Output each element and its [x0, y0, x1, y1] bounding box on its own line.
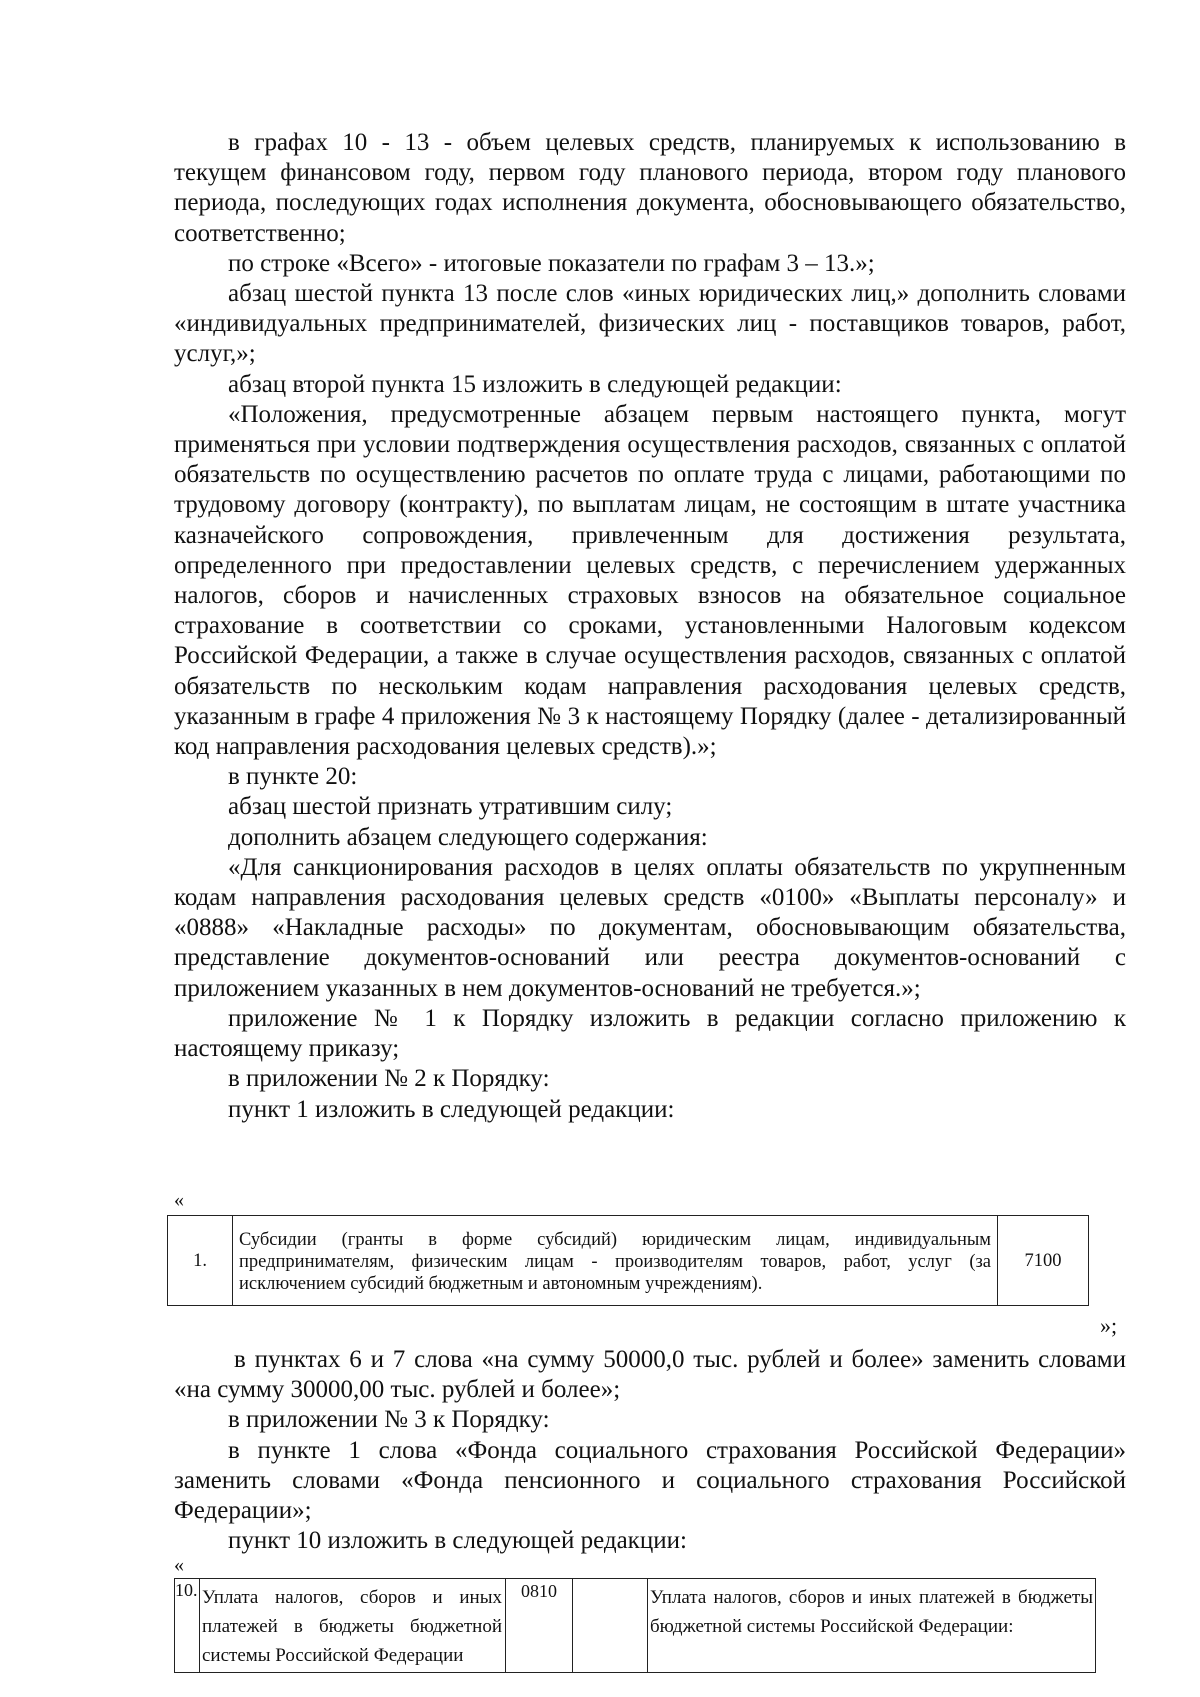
table-appendix-3-point-10: [174, 1578, 1096, 1673]
paragraph-point-15: абзац второй пункта 15 изложить в следующей редакции:: [228, 370, 842, 398]
row-description-cell: Субсидии (гранты в форме субсидий) юридическим лицам, индивидуальным предпринимателям, физическим лицам - производителям товаров, работ, услуг (за исключением субсидий бюджетным и автономным учреждениям).: [233, 1216, 998, 1306]
opening-quote-mark-2: «: [174, 1554, 184, 1576]
row-number-cell: 1.: [168, 1216, 233, 1306]
paragraph-point-20: в пункте 20:: [228, 763, 358, 791]
row-detail-cell: Уплата налогов, сборов и иных платежей в бюджеты бюджетной системы Российской Федерации:: [648, 1579, 1096, 1673]
closing-quote-mark: »;: [1100, 1313, 1118, 1338]
paragraph-appendix-2: в приложении № 2 к Порядку:: [228, 1065, 550, 1093]
paragraph-columns-10-13: в графах 10 - 13 - объем целевых средств, планируемых к использованию в текущем финансовом году, первом году планового периода, втором году планового периода, последующих годах исполнения документа, обосновывающего обязательство, соответственно;: [174, 129, 1126, 247]
paragraph-point-10: пункт 10 изложить в следующей редакции:: [228, 1527, 687, 1555]
paragraph-sanction: «Для санкционирования расходов в целях оплаты обязательств по укрупненным кодам направления расходования целевых средств «0100» «Выплаты персоналу» и «0888» «Накладные расходы» по документам, обосновывающим обязательства, представление документов-оснований или реестра документов-оснований с приложением указанных в нем документов-оснований не требуется.»;: [174, 853, 1126, 1002]
main-text-block: [174, 128, 1126, 1125]
row-code-cell: 0810: [506, 1579, 573, 1673]
row-code-cell: 7100: [998, 1216, 1089, 1306]
paragraph-appendix-3: в приложении № 3 к Порядку:: [228, 1406, 550, 1434]
row-number-cell: 10.: [175, 1579, 200, 1673]
opening-quote-mark: «: [174, 1189, 184, 1211]
row-empty-cell: [573, 1579, 648, 1673]
second-text-block: [174, 1345, 1126, 1556]
paragraph-abolish: абзац шестой признать утратившим силу;: [228, 793, 673, 821]
paragraph-appendix-1: приложение № 1 к Порядку изложить в редакции согласно приложению к настоящему приказу;: [174, 1004, 1126, 1063]
row-description-cell: Уплата налогов, сборов и иных платежей в бюджеты бюджетной системы Российской Федерации: [200, 1579, 506, 1673]
paragraph-point-1-fund: в пункте 1 слова «Фонда социального страхования Российской Федерации» заменить словами «Фонда пенсионного и социального страхования Российской Федерации»;: [174, 1436, 1126, 1525]
paragraph-supplement: дополнить абзацем следующего содержания:: [228, 823, 708, 851]
paragraph-points-6-7: в пунктах 6 и 7 слова «на сумму 50000,0 тыс. рублей и более» заменить словами «на сумму 30000,00 тыс. рублей и более»;: [174, 1346, 1126, 1404]
table-row: [168, 1216, 1089, 1306]
paragraph-point-1: пункт 1 изложить в следующей редакции:: [228, 1095, 675, 1123]
paragraph-point-13: абзац шестой пункта 13 после слов «иных юридических лиц,» дополнить словами «индивидуальных предпринимателей, физических лиц - поставщиков товаров, работ, услуг,»;: [174, 280, 1126, 368]
paragraph-total-row: по строке «Всего» - итоговые показатели по графам 3 – 13.»;: [228, 249, 875, 277]
table-appendix-2-point-1: [167, 1215, 1089, 1306]
paragraph-provisions: «Положения, предусмотренные абзацем первым настоящего пункта, могут применяться при условии подтверждения осуществления расходов, связанных с оплатой обязательств по осуществлению расчетов по оплате труда с лицами, работающими по трудовому договору (контракту), по выплатам лицам, не состоящим в штате участника казначейского сопровождения, привлеченным для достижения результата, определенного при предоставлении целевых средств, с перечислением удержанных налогов, сборов и начисленных страховых взносов на обязательное социальное страхование в соответствии со сроками, установленными Налоговым кодексом Российской Федерации, а также в случае осуществления расходов, связанных с оплатой обязательств по нескольким кодам направления расходования целевых средств, указанным в графе 4 приложения № 3 к настоящему Порядку (далее - детализированный код направления расходования целевых средств).»;: [174, 400, 1126, 761]
table-row: [175, 1579, 1096, 1673]
